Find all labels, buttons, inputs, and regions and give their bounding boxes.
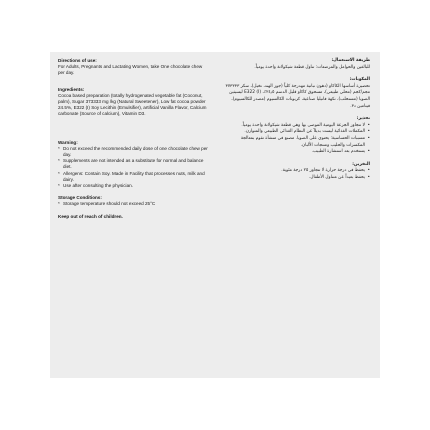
keep-out-text: Keep out of reach of children. xyxy=(58,213,123,219)
warning-item: * Use after consulting the physician. xyxy=(58,183,208,189)
keep-out-list-ar xyxy=(222,175,370,182)
storage-item: * Storage temperature should not exceed 25°C xyxy=(58,201,208,207)
storage-heading: Storage Conditions: xyxy=(58,195,102,201)
warning-item: * Supplements are not intended as a substitute for normal and balance diet. xyxy=(58,158,208,170)
ingredients-text-ar: تحضيرة أساسها الكاكاو (دهون نباتية مهدرجة كلياً (جوز الهند، نخيل)، سكر ٣٧٣٣٣٣ مجم/كجم (محلي طبيعي)، مسحوق كاكاو قليل الدسم ٢٤٫٥٪، E322 (I) ليسيثين الصويا (مستحلب)، نكهة فانيليا صناعية، كربونات الكالسيوم (مصدر للكالسيوم)، فيتامين د٣. xyxy=(225,83,370,109)
warning-list xyxy=(58,146,208,189)
storage-list xyxy=(58,201,208,207)
directions-text-ar: للبالغين والحوامل والمرضعات: تناول قطعة شيكولاتة واحدة يومياً. xyxy=(254,64,370,70)
directions-heading-ar: طريقة الاستعمال: xyxy=(331,58,370,63)
keep-out-text-ar: • يحفظ بعيداً عن متناول الأطفال. xyxy=(222,175,370,182)
warning-item-ar: • يستخدم بعد استشارة الطبيب. xyxy=(222,149,370,156)
storage-item-ar: • يحفظ في درجة حرارة لا تتجاوز ٢٥ درجة مئوية. xyxy=(222,168,370,175)
warning-list-ar xyxy=(222,123,370,156)
warning-item-ar: • المكملات الغذائية ليست بديلاً عن النظام الغذائي الطبيعي والمتوازن. xyxy=(222,129,370,136)
ingredients-heading-ar: المكونات: xyxy=(349,77,370,83)
warning-item: * Do not exceed the recommended daily dose of one chocolate chew per day. xyxy=(58,146,208,158)
warning-item: * Allergens: Contain Soy. Made in Facility that processes nuts, milk and dairy. xyxy=(58,171,208,183)
directions-text: For Adults, Pregnants and Lactating Women, take One chocolate chew per day. xyxy=(58,64,203,76)
ingredients-heading: Ingredients: xyxy=(58,86,85,92)
arabic-column xyxy=(222,58,370,182)
ingredients-text: Cocoa based preparation (totally hydrogenated vegetable fat (Coconut, palm), Sugar 373333 mg /kg (Natural Sweetener), Low fat cocoa powder 24.5%, E322 (I) Soy Lecithin (Emulsifier), artificial Vanilla Flavor, Calcium carbonate (Source of calcium), Vitamin D3. xyxy=(58,92,207,117)
label-panel xyxy=(50,52,380,378)
warning-heading-ar: تحذير: xyxy=(356,116,370,122)
warning-item-ar: • لا تتجاوز الجرعة اليومية الموصى بها وهي قطعة شيكولاتة واحدة يومياً. xyxy=(222,123,370,130)
storage-list-ar xyxy=(222,168,370,175)
directions-heading: Directions of use: xyxy=(58,58,97,63)
storage-heading-ar: التخزين: xyxy=(352,161,370,167)
warning-item-ar: • مسببات الحساسية: يحتوي على الصويا. مصنع في منشأة تقوم بمعالجة المكسرات والحليب ومنتجات الألبان. xyxy=(222,136,370,149)
english-column xyxy=(58,58,208,220)
warning-heading: Warning: xyxy=(58,139,78,145)
